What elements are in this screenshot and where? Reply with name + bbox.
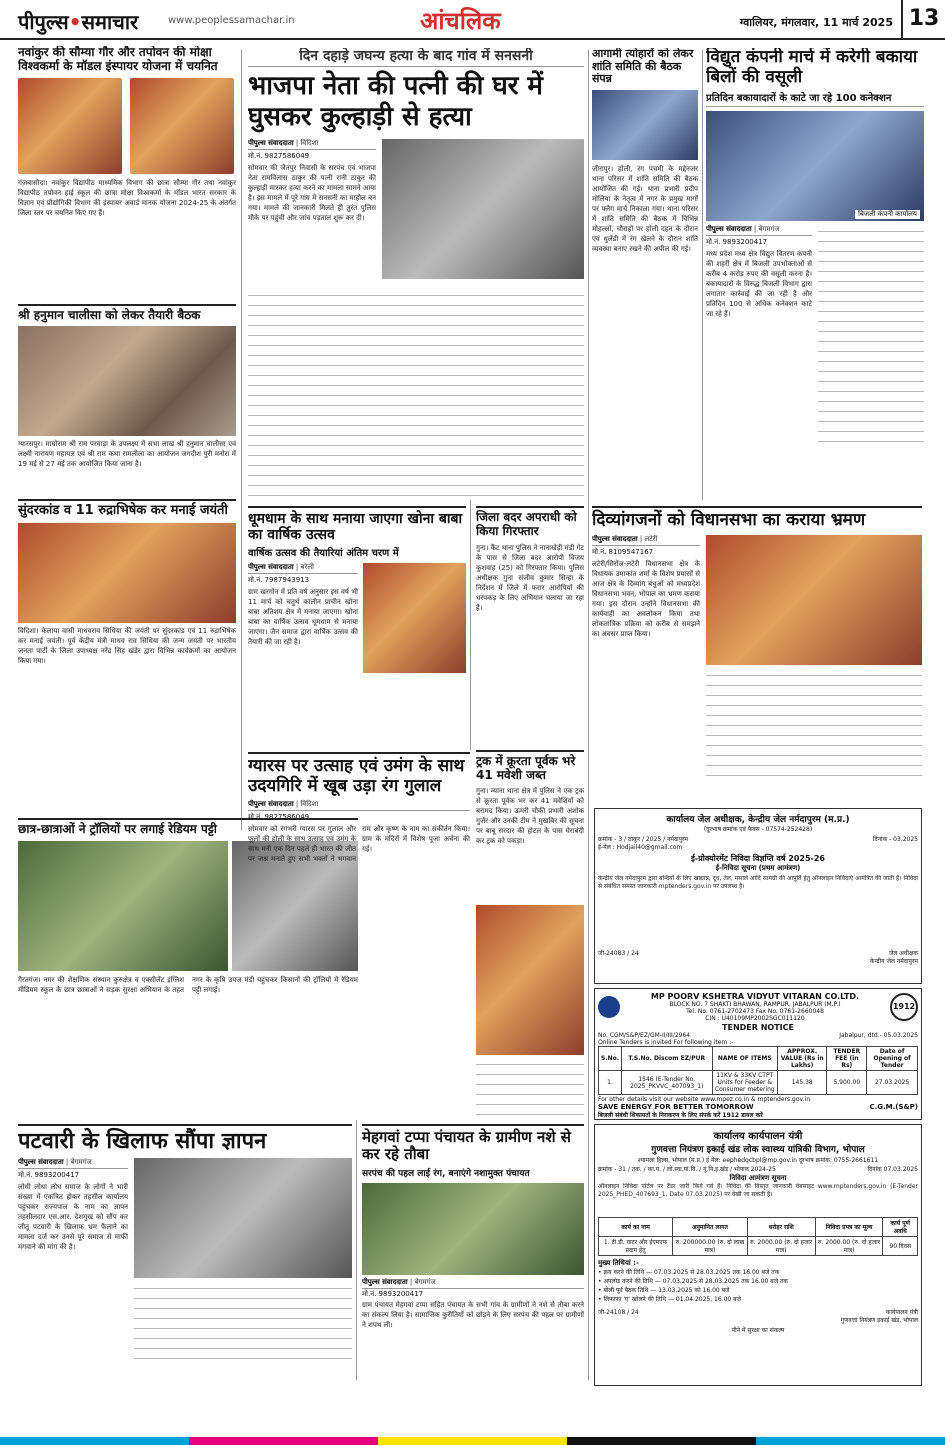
- story-body-continued: [706, 669, 922, 779]
- ad-body: ऑनलाइन निविदा पोर्टल पर टैंडर जारी किये गये हैं। निविदा की विस्तृत जानकारी वेबसाइट www.mptenders.gov.in (E-Tender 2025_PHED_407693_1, Date 07.03.2025) पर देखी जा सकती है।: [598, 1183, 918, 1198]
- table-header: NAME OF ITEMS: [712, 1047, 778, 1071]
- ad-body: केन्द्रीय जेल नर्मदापुरम द्वारा बन्दियों के लिए खाद्यान्न, दूध, तेल, मसाले आदि सामग्री की आपूर्ति हेतु ऑनलाइन निविदाएं आमंत्रित की जाती हैं। निविदा से संबंधित समस्त जानकारी mptenders.gov.in पर उपलब्ध है।: [598, 875, 918, 890]
- story-body-continued: [134, 1282, 352, 1362]
- table-cell: 1.: [599, 1071, 622, 1095]
- table-row: [599, 1237, 918, 1256]
- tender-ref: No. CGM/S&P/EZ/GM-II/III/2964: [598, 1032, 691, 1039]
- brand-logo[interactable]: पीपुल्स•समाचार: [18, 10, 139, 34]
- story-headline[interactable]: आगामी त्योहारों को लेकर शांति समिति की बैठक संपन्न: [592, 48, 694, 86]
- phed-table: [598, 1217, 918, 1256]
- crime-scene-photo: [382, 139, 584, 279]
- phed-tender-ad: [594, 1124, 922, 1386]
- company-cin: CIN : U40109MP2002SGC011120: [705, 1015, 805, 1022]
- story-headline[interactable]: विद्युत कंपनी मार्च में करेगी बकाया बिलों की वसूली: [706, 48, 918, 87]
- tender-notice-title: TENDER NOTICE: [722, 1023, 794, 1032]
- story-headline[interactable]: धूमधाम के साथ मनाया जाएगा खोना बाबा का वार्षिक उत्सव: [248, 511, 463, 544]
- table-header: T.S.No. Discom EZ/PUR: [622, 1047, 712, 1071]
- story-headline[interactable]: ट्रक में क्रूरता पूर्वक भरे 41 मवेशी जब्त: [476, 754, 576, 782]
- story-body: सोमवार को रंगभरी ग्यारस पर गुलाल और फूलों की होली के साथ उत्साह एवं उमंग के साथ मनी एक दिन पहले ही भारत की जीत पर जश्न मनाते हुए सभी भक्तों ने भगवान राम और कृष्ण के नाम का संकीर्तन किया। ग्राम के मंदिरों में विशेष पूजा अर्चना की गई।: [248, 825, 470, 864]
- dateline: ग्वालियर, मंगलवार, 11 मार्च 2025: [740, 16, 893, 29]
- schedule-item: • क्रय करने की तिथि — 07.03.2025 से 28.03.2025 तक 16.00 बजे तक: [598, 1269, 780, 1276]
- ad-tagline: पीने में सुरक्षा का संकल्प: [731, 1327, 785, 1334]
- table-header: निविदा प्रपत्र का मूल्य: [815, 1218, 883, 1237]
- village-photo: [362, 1183, 584, 1275]
- table-cell: 5,900.00: [827, 1071, 867, 1095]
- ad-ref: क्रमांक - 3 / ठाकुर / 2025 / नर्मदापुरम: [598, 836, 689, 843]
- ad-code: जी-24083 / 24: [598, 950, 639, 957]
- story-body: लोधी लोधा लोध समाज के लोगों ने भारी संख्या में एकत्रित होकर तहसील कार्यालय पहुंचकर राज्यपाल के नाम का ज्ञापन तहसीलदार एस.आर. देशमुख को सौंप कर जीतू पटवारी के खिलाफ भ्रम फैलाने का मामला दर्ज कर उनसे पूरे समाज से माफी मंगवाने की मांग की है।: [18, 1183, 128, 1252]
- tender-invite: Online Tenders is invited For following item :-: [598, 1039, 734, 1046]
- story-headline[interactable]: मेहगवां टप्पा पंचायत के ग्रामीण नशे से कर रहे तौबा: [362, 1128, 571, 1164]
- story-body: ग्राम पंचायत मेहगवां टप्पा सहित पंचायत के सभी गांव के ग्रामीणों ने नशे से तौबा करने का संकल्प लिया है। सामाजिक कुरीतियों को छोड़ने के लिए सरपंच की पहल पर ग्रामीणों ने शपथ ली।: [362, 1300, 584, 1329]
- page-number: 13: [901, 0, 945, 38]
- ad-date: दिनांक - 03.2025: [872, 836, 918, 843]
- byline: पीपुल्स संवाददाता | बेगमगंज: [18, 1158, 128, 1169]
- reporter-mobile: मो.नं. 9893200417: [18, 1171, 80, 1180]
- tender-table: [598, 1046, 918, 1095]
- company-tel: Tel. No. 0761-2702473 Fax No. 0761-2660048: [686, 1008, 824, 1015]
- ad-tender-title: ई-प्रोक्योरमेंट निविदा विज्ञप्ति वर्ष 2025-26: [691, 854, 825, 863]
- story-body: गुना। म्याना थाना क्षेत्र में पुलिस ने एक ट्रक से क्रूरता पूर्वक भर कर 41 मवेशियों को बरामद किया। ऊमरी चौकी प्रभारी अशोक गुर्जर और उनकी टीम ने मुखबिर की सूचना पर बाबू सरदार की होटल के पास घेराबंदी कर ट्रक को पकड़ा।: [476, 786, 584, 845]
- story-subhead: सरपंच की पहल लाई रंग, बनाएंगे नशामुक्त पंचायत: [362, 1168, 530, 1179]
- print-registration-strip: [0, 1437, 945, 1445]
- table-cell: 27.03.2025: [867, 1071, 918, 1095]
- main-headline[interactable]: भाजपा नेता की पत्नी की घर में घुसकर कुल्हाड़ी से हत्या: [248, 71, 543, 133]
- story-body-continued: [818, 225, 924, 445]
- table-header: कार्य पूर्ण अवधि: [883, 1218, 918, 1237]
- mpvvcl-tender-ad: [594, 988, 922, 1120]
- table-header: Date of Opening of Tender: [867, 1047, 918, 1071]
- reporter-mobile: मो.नं. 9893200417: [706, 238, 768, 247]
- student-photo: [18, 78, 122, 174]
- photo-caption: बिजली कंपनी कार्यालय: [855, 210, 920, 219]
- ad-email[interactable]: ई-मेल : Hodjail40@gmail.com: [598, 844, 683, 851]
- column-rule: [241, 50, 242, 830]
- table-header: S.No.: [599, 1047, 622, 1071]
- ritual-photo: [18, 523, 236, 623]
- story-headline[interactable]: श्री हनुमान चालीसा को लेकर तैयारी बैठक: [18, 304, 236, 323]
- story-body: गंजबासौदा। नवांकुर विद्यापीठ माध्यमिक विभाग की छात्रा सौम्या गौर तथा नवांकुर विद्यापीठ तपोवन हाई स्कूल की छात्रा मोक्षा विश्वकर्मा के मॉडल भारत सरकार के विज्ञान एवं प्रौद्योगिकी विभाग की इंस्पायर अवार्ड मानक योजना 2024-25 के अंतर्गत जिला स्तर पर चयनित किए गए हैं।: [18, 178, 236, 217]
- table-cell: रु. 200000.00 (रु. दो लाख मात्र): [673, 1237, 748, 1256]
- khona-baba-story: [248, 506, 466, 746]
- table-cell: 90 दिवस: [883, 1237, 918, 1256]
- peace-committee-story: [592, 48, 698, 498]
- jail-tender-ad: [594, 808, 922, 984]
- story-headline[interactable]: पटवारी के खिलाफ सौंपा ज्ञापन: [18, 1129, 267, 1154]
- byline: पीपुल्स संवाददाता | बेगमगंज: [706, 225, 812, 236]
- tender-slogan: SAVE ENERGY FOR BETTER TOMORROW: [598, 1103, 754, 1111]
- meeting-photo: [592, 90, 698, 160]
- ad-signoff: केन्द्रीय जेल नर्मदापुरम: [869, 958, 918, 965]
- reporter-mobile: मो.नं. 8109547167: [592, 547, 654, 556]
- website-url[interactable]: www.peoplessamachar.in: [168, 15, 295, 26]
- schedule-list: [598, 1268, 918, 1304]
- main-story-continued: [248, 289, 584, 498]
- tender-footer[interactable]: For other details visit our website www.mpez.co.in & mptenders.gov.in: [598, 1096, 810, 1103]
- story-body: लटेरी/सिरोंज-लटेरी विधानसभा क्षेत्र के विधायक उमाकांत शर्मा के विशेष प्रयासों से आज क्षेत्र के दिव्यांग बंधुओं को मध्यप्रदेश विधानसभा भवन, भोपाल का भ्रमण कराया गया। इस दौरान उन्होंने विधानसभा की कार्यवाही का अवलोकन किया तथा लोकतांत्रिक प्रक्रिया को करीब से समझने का अवसर प्राप्त किया।: [592, 559, 700, 638]
- story-headline[interactable]: ग्यारस पर उत्साह एवं उमंग के साथ उदयगिरि में खूब उड़ा रंग गुलाल: [248, 756, 465, 796]
- helpline-badge: 1912: [890, 993, 918, 1021]
- byline: पीपुल्स संवाददाता | बरेली: [248, 563, 358, 574]
- story-body: ग्यारसपुर। माघोराम श्री राम परवाड़ा के उपलक्ष्य में सभा लाख श्री हनुमान चालीसा एवं लक्ष्मी नारायण महायज्ञ एवं श्री राम कथा रामलीला का आयोजन जगदीश पुरी मनोरा में 19 मई से 27 मई तक आयोजित किया जाना है।: [18, 440, 236, 469]
- table-cell: रु. 2000.00 (रु. दो हजार मात्र): [747, 1237, 815, 1256]
- ad-signoff: कार्यपालन यंत्री: [885, 1309, 918, 1316]
- byline: पीपुल्स संवाददाता | बेगमगंज: [362, 1278, 584, 1289]
- reporter-mobile: मो.नं. 9827586049: [248, 813, 310, 822]
- story-subhead: प्रतिदिन बकायादारों के काटे जा रहे 100 कनेक्शन: [706, 90, 924, 107]
- story-body: ग्राम खरगोन में प्रति वर्ष अनुसार इस वर्ष भी 11 मार्च को चतुर्थ कालीन प्राचीन खोना बाबा अतिशय क्षेत्र में मनाया जाएगा। खोना बाबा का वार्षिक उत्सव धूमधाम से मनाया जाएगा। जैन समाज द्वारा वार्षिक उत्सव की तैयारी की जा रही है।: [248, 588, 358, 647]
- ad-signoff: जेल अधीक्षक: [888, 950, 918, 957]
- memorandum-photo: [134, 1158, 352, 1278]
- byline: पीपुल्स संवाददाता | विदिशा: [248, 139, 376, 150]
- ad-phone: (दूरभाष क्रमांक एवं फैक्स - 07574-252428): [703, 826, 813, 833]
- ad-ref: क्रमांक - 31 / तक. / का.य. / लो.स्वा.यां.वि. / गु.नि.इ.खंड / भोपाल 2024-25: [598, 1166, 776, 1173]
- story-headline[interactable]: सुंदरकांड व 11 रुद्राभिषेक कर मनाई जयंती: [18, 499, 236, 519]
- divyang-story: [592, 506, 922, 806]
- column-rule: [588, 50, 589, 1380]
- main-story: [248, 48, 584, 498]
- story-body-continued: [476, 1058, 584, 1116]
- schedule-item: • लिफाफा 'ए' खोलने की तिथि — 01.04.2025, 16.00 बजे: [598, 1296, 742, 1303]
- idol-photo: [363, 563, 466, 673]
- story-body: गैरतगंज। नगर की शैक्षणिक संस्थान कुरुक्षेत्र व एक्सीलेंट इंग्लिश मीडियम स्कूल के छात्र छात्राओं ने सड़क सुरक्षा अभियान के तहत नगर के कृषि उपज मंडी पहुंचकर किसानों की ट्रॉलियों में रेडियम पट्टी लगाई।: [18, 975, 358, 994]
- ad-date: दिनांक 07.03.2025: [867, 1166, 918, 1173]
- table-cell: रु. 2000.00 (रु. दो हजार मात्र): [815, 1237, 883, 1256]
- byline: पीपुल्स संवाददाता | लटेरी: [592, 535, 700, 546]
- story-body: मध्य प्रदेश मध्य क्षेत्र विद्युत वितरण कंपनी की शहरी क्षेत्र में बिजली उपभोक्ताओं से करीब 4 करोड़ रुपए की वसूली करना है। बकायादारों के विरुद्ध बिजली विभाग द्वारा लगातार कार्रवाई की जा रही है और प्रतिदिन 100 से अधिक कनेक्शन काटे जा रहे हैं।: [706, 250, 812, 319]
- main-kicker: दिन दहाड़े जघन्य हत्या के बाद गांव में सनसनी: [248, 48, 584, 67]
- column-rule: [470, 500, 471, 750]
- arrest-story: [476, 506, 584, 746]
- table-header: APPROX. VALUE (Rs in Lakhs): [778, 1047, 827, 1071]
- schedule-item: • बोली पूर्व बैठक तिथि — 13.03.2025 को 16.00 बजे: [598, 1287, 730, 1294]
- table-cell: 1. टी.डी. वाटर और ईएमएफ प्रदाय हेतु: [599, 1237, 673, 1256]
- holi-photo: [476, 905, 584, 1055]
- ad-notice: निविदा आमंत्रण सूचना: [729, 1174, 787, 1182]
- mehgawan-story: [362, 1124, 584, 1386]
- ad-title: कार्यालय कार्यपालन यंत्री: [713, 1131, 803, 1142]
- column-rule: [356, 1120, 357, 1380]
- reporter-mobile: मो.नं. 7987943913: [248, 576, 310, 585]
- schedule-title: मुख्य तिथियां :-: [598, 1259, 639, 1267]
- byline: पीपुल्स संवाददाता | विदिशा: [248, 800, 470, 811]
- gyaras-story: [248, 752, 470, 1116]
- ad-signoff: गुणवत्ता नियंत्रण इकाई खंड, भोपाल: [840, 1317, 918, 1324]
- schedule-item: • अपलोड करने की तिथि — 07.03.2025 से 28.03.2025 तक 16.00 बजे तक: [598, 1278, 789, 1285]
- tender-helpline: बिजली संबंधी शिकायतों के निराकरण के लिए संपर्क करें 1912 डायल करें: [598, 1112, 763, 1119]
- story-headline[interactable]: दिव्यांगजनों को विधानसभा का कराया भ्रमण: [592, 510, 866, 530]
- table-header: अनुमानित लागत: [673, 1218, 748, 1237]
- company-logo-icon: [598, 996, 620, 1018]
- company-address: BLOCK NO. 7 SHAKTI BHAWAN, RAMPUR, JABALPUR (M.P.): [669, 1001, 841, 1008]
- ad-subtitle: गुणवत्ता नियंत्रण इकाई खंड लोक स्वास्थ्य यांत्रिकी विभाग, भोपाल: [651, 1145, 865, 1155]
- ad-code: जी-24108 / 24: [598, 1309, 639, 1316]
- story-headline[interactable]: नवांकुर की सौम्या गौर और तपोवन की मोक्षा विश्वकर्मा के मॉडल इंस्पायर योजना में चयनित: [18, 46, 218, 73]
- electricity-story: [706, 48, 924, 498]
- story-body: विदिशा। केलाया वासी माधवराव सिंधिया की जयंती पर सुंदरकांड एवं 11 रुद्राभिषेक कर मनाई जयंती। पूर्व केंद्रीय मंत्री माधव राव सिंधिया की जन्म जयंती पर भारतीय जनता पार्टी के जिला उपाध्यक्ष नरेंद्र सिंह खंडेर द्वारा विभिन्न कार्यक्रमों का आयोजन किया गया।: [18, 627, 236, 666]
- story-body: सोमवार की जैतपुर निवासी के सरपंच एवं भाजपा नेता रामविलास ठाकुर की पत्नी रानी ठाकुर की कुल्हाड़ी मारकर हत्या करने का मामला सामने आया है। इस मामले में पूरे गांव में सनसनी का माहौल बन गया। मामले की जानकारी मिलते ही तुरंत पुलिस मौके पर पहुंची और जांच पड़ताल शुरू कर दी।: [248, 164, 376, 223]
- cattle-story: [476, 750, 584, 900]
- reporter-mobile: मो.नं. 9893200417: [362, 1289, 424, 1298]
- meeting-photo: [18, 326, 236, 436]
- table-header: TENDER FEE (in Rs): [827, 1047, 867, 1071]
- company-name: MP POORV KSHETRA VIDYUT VITARAN CO.LTD.: [650, 992, 860, 1001]
- story-body: जीरापुर। होली, रंग पंचमी के मद्देनजर थाना परिसर में शांति समिति की बैठक आयोजित की गई। थाना प्रभारी प्रदीप मोलिया के नेतृत्व में नगर के प्रमुख मार्गों पर फ्लैग मार्च निकाला गया। थाना परिसर में शांति समिति की बैठक में विभिन्न मोहल्लों, चौराहों पर होली दहन के दौरान एवं धुलेंडी में रंग खेलने के दौरान शांति व्यवस्था बनाए रखने की अपील की गई।: [592, 164, 698, 253]
- tender-date: Jabalpur, dtd.- 05.03.2025: [839, 1032, 918, 1039]
- student-photo: [130, 78, 234, 174]
- table-cell: 11KV & 33KV CTPT Units for Feeder & Consumer metering: [712, 1071, 778, 1095]
- table-cell: 1546 (E-Tender No. 2025_PKVVC_407093_1): [622, 1071, 712, 1095]
- masthead: [0, 0, 945, 40]
- trolley-photo: [18, 841, 228, 971]
- left-column: [18, 46, 236, 826]
- ad-tender-sub: ई-निविदा सूचना (प्रथम आमंत्रण): [715, 864, 801, 872]
- table-header: कार्य का नाम: [599, 1218, 673, 1237]
- reporter-mobile: मो.नं. 9827586049: [248, 152, 310, 161]
- story-body: गुना। कैंट थाना पुलिस ने नानाखेड़ी मंडी गेट के पास से जिला बदर आरोपी विजय कुशवाह (25) को गिरफ्तार किया। पुलिस अधीक्षक गुना संजीव कुमार सिन्हा के निर्देशन में जिले में फरार आरोपियों की धरपकड़ के लिए अभियान चलाया जा रहा है।: [476, 543, 584, 612]
- office-photo: [706, 111, 924, 221]
- table-header: धरोहर राशि: [747, 1218, 815, 1237]
- assembly-visit-photo: [706, 535, 922, 665]
- column-rule: [702, 50, 703, 500]
- story-headline[interactable]: जिला बदर अपराधी को किया गिरफ्तार: [476, 510, 577, 538]
- ad-address: श्यामला हिल्स, भोपाल (म.प्र.) ई मेल: eephedqcbpl@mp.gov.in दूरभाष क्रमांक: 0755-2661611: [637, 1157, 879, 1164]
- table-row: [599, 1071, 918, 1095]
- story-subhead: वार्षिक उत्सव की तैयारियां अंतिम चरण में: [248, 548, 399, 560]
- story-headline[interactable]: छात्र-छात्राओं ने ट्रॉलियों पर लगाई रेडियम पट्टी: [18, 822, 217, 836]
- tender-signoff: C.G.M.(S&P): [869, 1103, 918, 1111]
- patwari-story: [18, 1124, 352, 1386]
- section-title: आंचलिक: [420, 7, 501, 35]
- table-cell: 145.38: [778, 1071, 827, 1095]
- ad-title: कार्यालय जेल अधीक्षक, केन्द्रीय जेल नर्मदापुरम (म.प्र.): [666, 815, 850, 825]
